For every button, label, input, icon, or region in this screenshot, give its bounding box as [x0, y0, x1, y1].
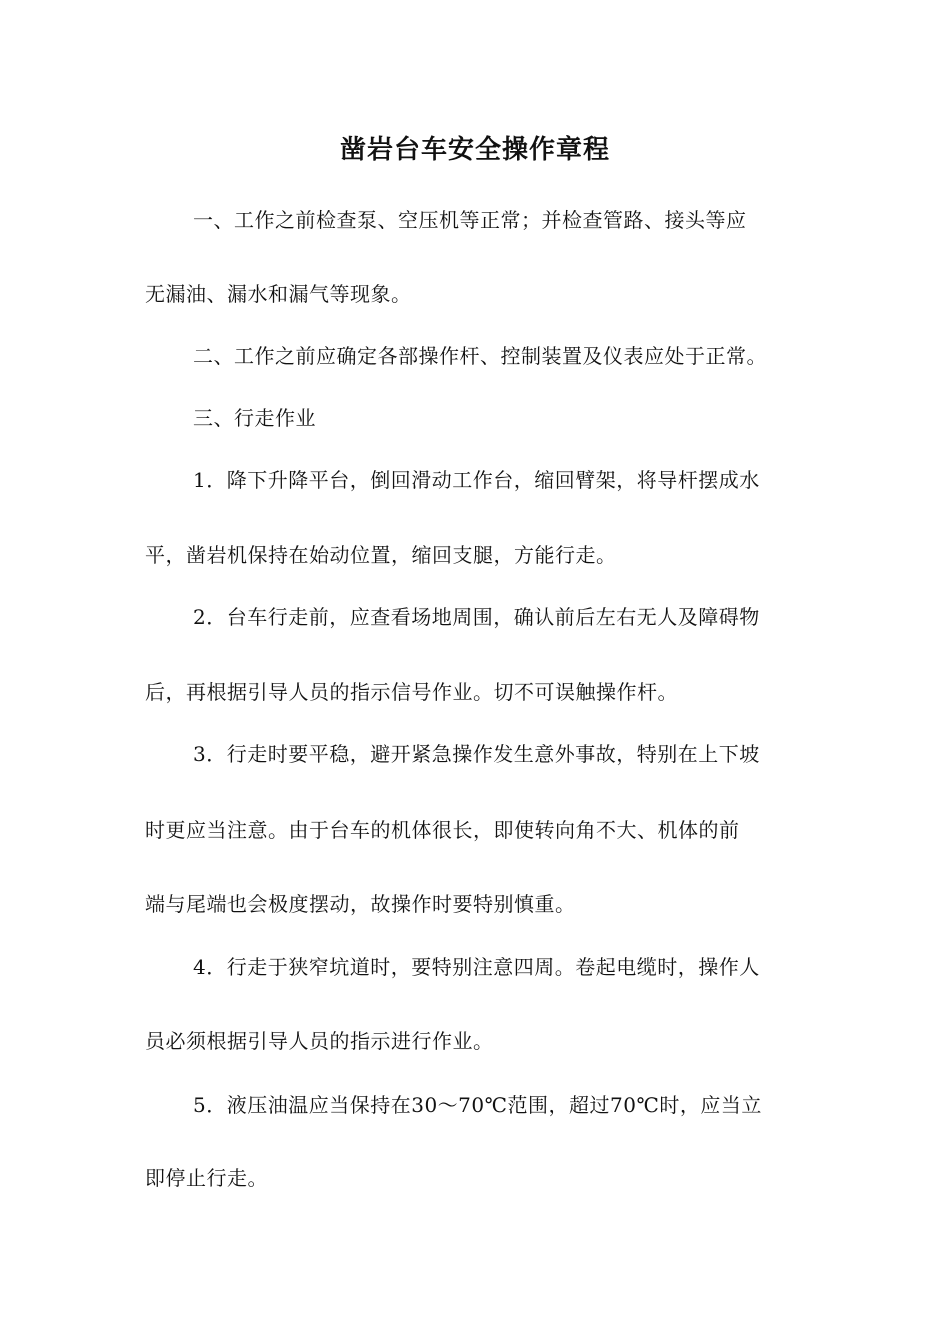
- item-3-line-2: 时更应当注意。由于台车的机体很长，即使转向角不大、机体的前: [145, 818, 740, 842]
- item-3-line-1: 3．行走时要平稳，避开紧急操作发生意外事故，特别在上下坡: [193, 742, 760, 766]
- section-1-line-2: 无漏油、漏水和漏气等现象。: [145, 282, 412, 306]
- section-1-line-1: 一、工作之前检查泵、空压机等正常；并检查管路、接头等应: [193, 208, 747, 232]
- section-2-line-1: 二、工作之前应确定各部操作杆、控制装置及仪表应处于正常。: [193, 344, 767, 368]
- item-4-line-1: 4．行走于狭窄坑道时，要特别注意四周。卷起电缆时，操作人: [193, 955, 760, 979]
- item-3-line-3: 端与尾端也会极度摆动，故操作时要特别慎重。: [145, 892, 576, 916]
- item-1-line-1: 1．降下升降平台，倒回滑动工作台，缩回臂架，将导杆摆成水: [193, 468, 760, 492]
- item-2-line-2: 后，再根据引导人员的指示信号作业。切不可误触操作杆。: [145, 680, 678, 704]
- section-3-heading: 三、行走作业: [193, 406, 316, 430]
- item-5-line-1: 5．液压油温应当保持在30～70℃范围，超过70℃时，应当立: [193, 1093, 762, 1117]
- item-4-line-2: 员必须根据引导人员的指示进行作业。: [145, 1029, 494, 1053]
- document-title: 凿岩台车安全操作章程: [339, 135, 610, 165]
- item-5-line-2: 即停止行走。: [145, 1166, 268, 1190]
- item-1-line-2: 平，凿岩机保持在始动位置，缩回支腿，方能行走。: [145, 543, 617, 567]
- item-2-line-1: 2．台车行走前，应查看场地周围，确认前后左右无人及障碍物: [193, 605, 760, 629]
